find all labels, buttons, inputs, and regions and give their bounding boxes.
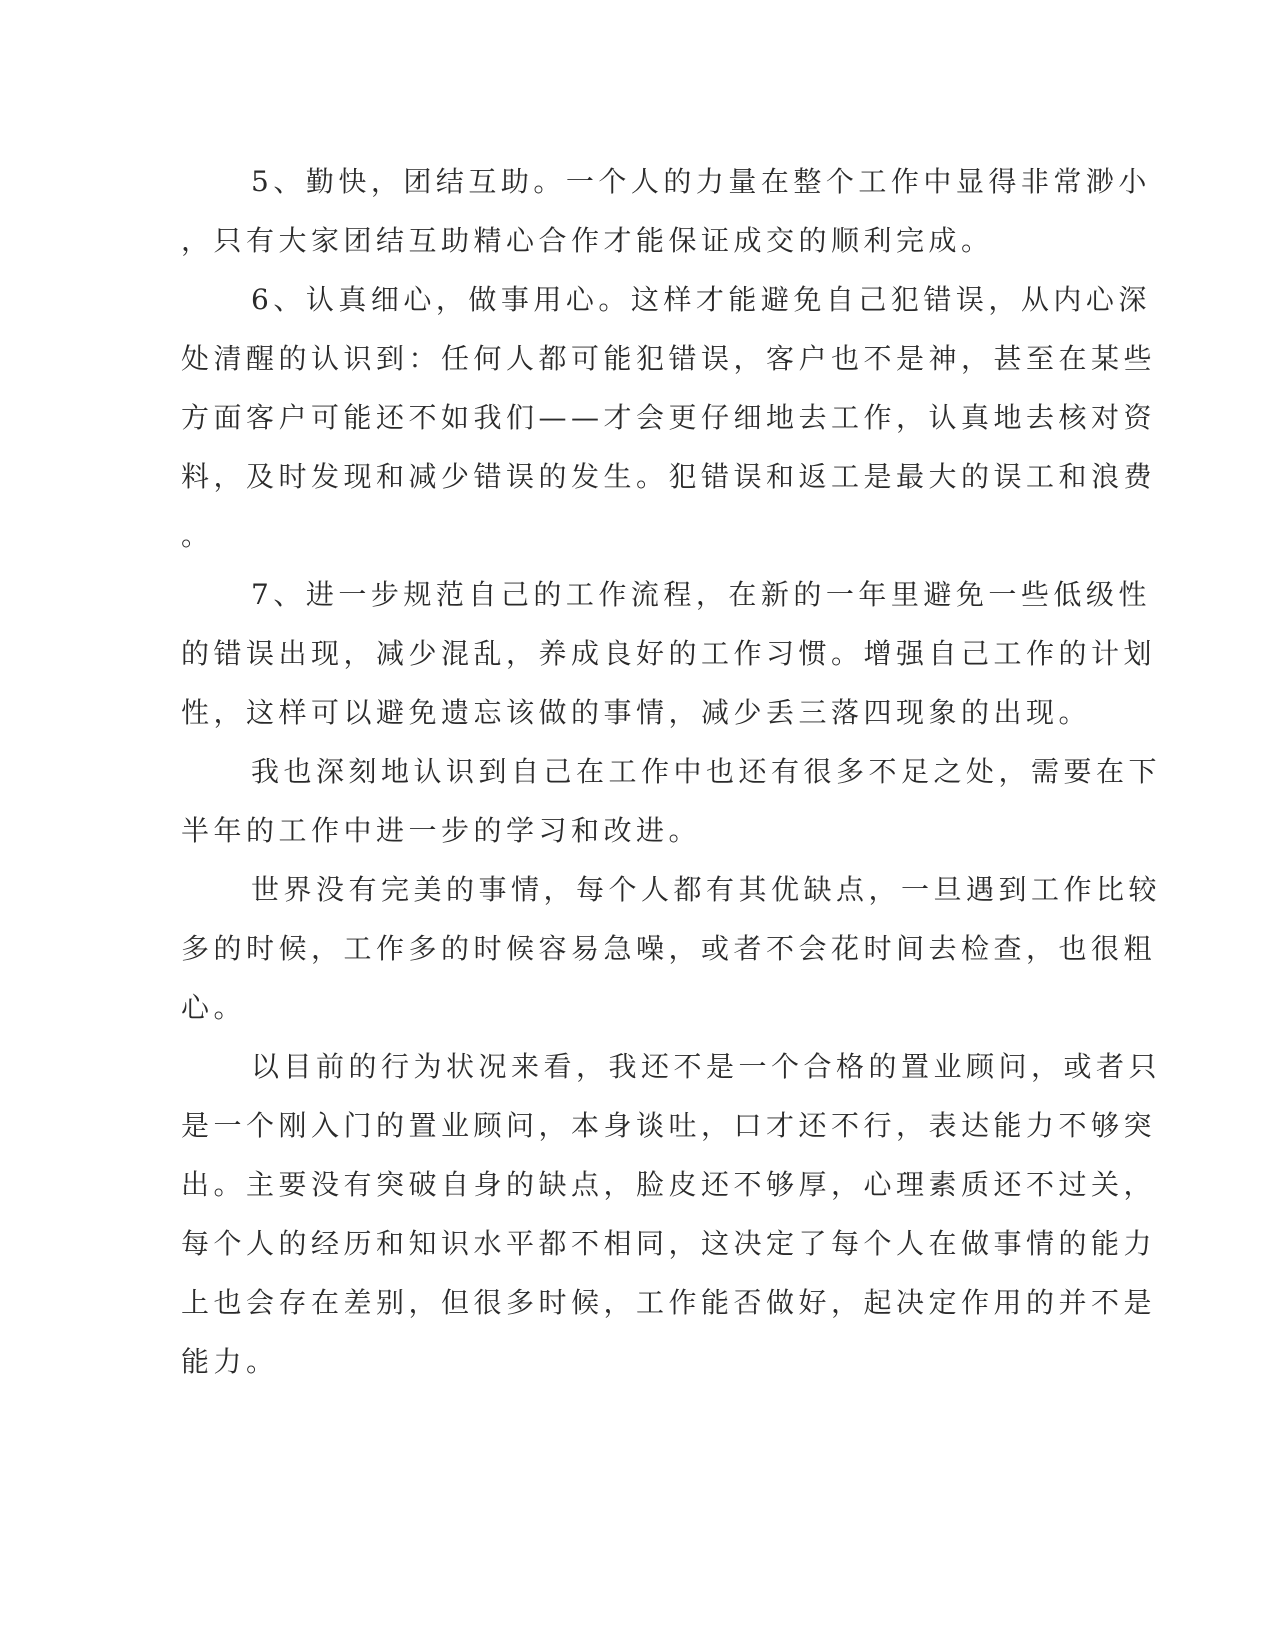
paragraph-line: 性，这样可以避免遗忘该做的事情，减少丢三落四现象的出现。 [181,696,1092,729]
paragraph-line: 处清醒的认识到：任何人都可能犯错误，客户也不是神，甚至在某些 [181,342,1157,375]
paragraph-line: 方面客户可能还不如我们——才会更仔细地去工作，认真地去核对资 [181,401,1157,434]
paragraph-line: 我也深刻地认识到自己在工作中也还有很多不足之处，需要在下 [251,755,1162,788]
paragraph-line: 出。主要没有突破自身的缺点，脸皮还不够厚，心理素质还不过关， [181,1168,1157,1201]
paragraph-line: 世界没有完美的事情，每个人都有其优缺点，一旦遇到工作比较 [251,873,1162,906]
paragraph-line: 上也会存在差别，但很多时候，工作能否做好，起决定作用的并不是 [181,1286,1157,1319]
paragraph-line: 能力。 [181,1345,279,1378]
paragraph-line: 每个人的经历和知识水平都不相同，这决定了每个人在做事情的能力 [181,1227,1157,1260]
paragraph-line: 料，及时发现和减少错误的发生。犯错误和返工是最大的误工和浪费 [181,460,1157,493]
paragraph-line: 半年的工作中进一步的学习和改进。 [181,814,702,847]
paragraph-line: 多的时候，工作多的时候容易急噪，或者不会花时间去检查，也很粗 [181,932,1157,965]
body-text [181,152,1162,1391]
paragraph-line: 5、勤快，团结互助。一个人的力量在整个工作中显得非常渺小 [251,165,1151,198]
paragraph-line: 的错误出现，减少混乱，养成良好的工作习惯。增强自己工作的计划 [181,637,1157,670]
paragraph-line: 7、进一步规范自己的工作流程，在新的一年里避免一些低级性 [251,578,1151,611]
paragraph-line: ，只有大家团结互助精心合作才能保证成交的顺利完成。 [181,224,994,257]
paragraph-line: 以目前的行为状况来看，我还不是一个合格的置业顾问，或者只 [251,1050,1162,1083]
paragraph-line: 6、认真细心，做事用心。这样才能避免自己犯错误，从内心深 [251,283,1151,316]
paragraph-line: 是一个刚入门的置业顾问，本身谈吐，口才还不行，表达能力不够突 [181,1109,1157,1142]
paragraph-line: 心。 [181,991,247,1024]
paragraph-line: 。 [181,519,214,552]
